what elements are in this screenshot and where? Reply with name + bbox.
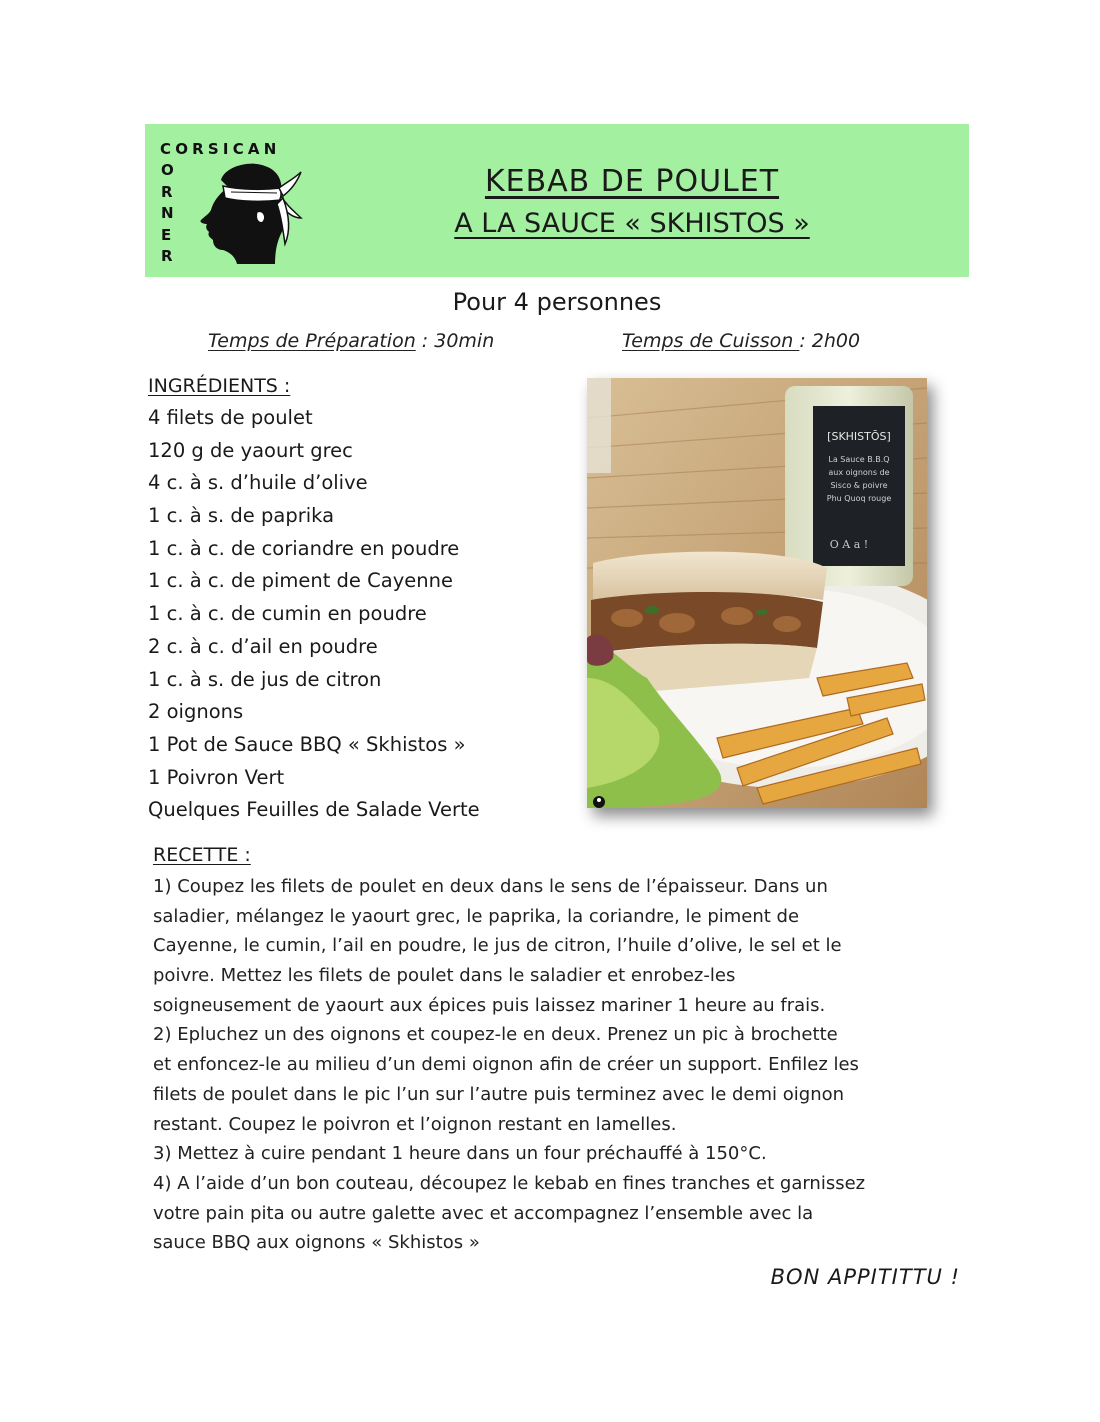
logo-letter: R (161, 182, 173, 201)
ingredient-item: 1 c. à s. de paprika (148, 504, 335, 528)
recipe-heading: RECETTE : (153, 844, 251, 866)
ingredient-item: 1 c. à s. de jus de citron (148, 667, 382, 691)
cook-time-label: Temps de Cuisson (622, 330, 800, 352)
jar-label-line: La Sauce B.B.Q (828, 455, 890, 464)
prep-time (208, 330, 494, 352)
recipe-line: saladier, mélangez le yaourt grec, le paprika, la coriandre, le piment de (153, 905, 800, 927)
recipe-line: soigneusement de yaourt aux épices puis laissez mariner 1 heure au frais. (153, 994, 826, 1016)
recipe-line: 4) A l’aide d’un bon couteau, découpez le kebab en fines tranches et garnissez (153, 1172, 866, 1194)
recipe-line: restant. Coupez le poivron et l’oignon restant en lamelles. (153, 1113, 677, 1135)
kebab-photo (587, 378, 927, 808)
cook-time-value: : 2h00 (799, 330, 861, 352)
logo-letter: N (161, 204, 174, 222)
recipe-line: 3) Mettez à cuire pendant 1 heure dans un four préchauffé à 150°C. (153, 1143, 767, 1165)
ingredient-item: 2 c. à c. d’ail en poudre (148, 634, 378, 658)
recipe-line: et enfoncez-le au milieu d’un demi oignon afin de créer un support. Enfilez les (153, 1054, 859, 1076)
jar-label-line: Sisco & poivre (830, 481, 888, 490)
ingredient-item: 1 c. à c. de coriandre en poudre (148, 536, 460, 560)
ingredient-item: 120 g de yaourt grec (148, 438, 353, 462)
logo-letter: O (161, 161, 174, 179)
ingredient-item: 4 filets de poulet (148, 406, 313, 429)
recipe-line: votre pain pita ou autre galette avec et accompagnez l’ensemble avec la (153, 1202, 814, 1224)
cook-time (622, 330, 860, 352)
jar-label-line: aux oignons de (828, 468, 890, 477)
recipe-line: sauce BBQ aux oignons « Skhistos » (153, 1232, 480, 1254)
header-banner (145, 124, 969, 277)
prep-time-label: Temps de Préparation (208, 330, 416, 352)
ingredients-heading: INGRÉDIENTS : (148, 375, 291, 397)
moor-head-icon (191, 160, 303, 268)
ingredients-list (148, 402, 480, 827)
recipe-line: poivre. Mettez les filets de poulet dans le saladier et enrobez-les (153, 965, 736, 987)
logo-letter: E (161, 225, 172, 244)
page-title: KEBAB DE POULET (484, 164, 780, 199)
recipe-line: filets de poulet dans le pic l’un sur l’autre puis terminez avec le demi oignon (153, 1083, 845, 1105)
ingredient-item: 1 c. à c. de cumin en poudre (148, 602, 427, 626)
recipe-line: 2) Epluchez un des oignons et coupez-le en deux. Prenez un pic à brochette (153, 1024, 838, 1046)
logo-text-vertical (161, 160, 177, 268)
ingredient-item: 1 Poivron Vert (148, 765, 285, 789)
servings: Pour 4 personnes (452, 288, 662, 316)
closing-text: BON APPITITTU ! (770, 1265, 960, 1289)
recipe-line: Cayenne, le cumin, l’ail en poudre, le jus de citron, l’huile d’olive, le sel et le (153, 935, 842, 957)
page-subtitle: A LA SAUCE « SKHISTOS » (454, 208, 810, 239)
prep-time-value: : 30min (415, 330, 495, 352)
jar-brand: O A a ! (829, 538, 869, 551)
jar-label-line: [SKHISTŌS] (827, 430, 891, 443)
corsican-corner-logo (157, 138, 307, 268)
ingredient-item: Quelques Feuilles de Salade Verte (148, 798, 480, 822)
recipe-steps (153, 872, 973, 1258)
kebab-photo-illustration (587, 378, 927, 808)
recipe-line: 1) Coupez les filets de poulet en deux dans le sens de l’épaisseur. Dans un (153, 876, 828, 897)
logo-letter: R (161, 247, 173, 265)
logo-text-top: CORSICAN (160, 140, 281, 158)
ingredient-item: 2 oignons (148, 700, 244, 724)
jar-label-line: Phu Quoq rouge (826, 494, 892, 503)
ingredient-item: 4 c. à s. d’huile d’olive (148, 471, 368, 495)
ingredient-item: 1 c. à c. de piment de Cayenne (148, 569, 453, 593)
ingredient-item: 1 Pot de Sauce BBQ « Skhistos » (148, 732, 466, 756)
